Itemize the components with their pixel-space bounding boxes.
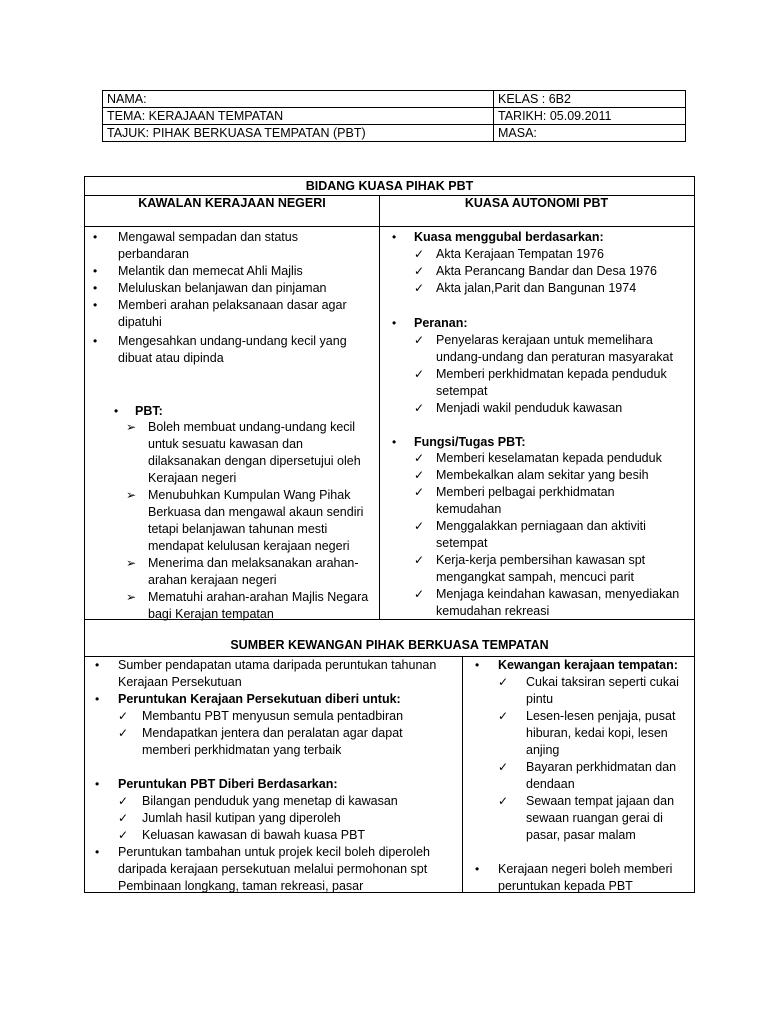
arrow-icon: ➢ — [126, 420, 137, 434]
checkmark-icon: ✓ — [414, 468, 425, 482]
list-item: mengangkat sampah, mencuci parit — [436, 570, 635, 584]
list-item: Melantik dan memecat Ahli Majlis — [118, 264, 303, 278]
list-item: untuk sesuatu kawasan dan — [148, 437, 303, 451]
list-item: Bilangan penduduk yang menetap di kawasan — [142, 794, 398, 808]
list-item: Boleh membuat undang-undang kecil — [148, 420, 356, 434]
checkmark-icon: ✓ — [414, 519, 425, 533]
list-item: undang-undang dan peraturan masyarakat — [436, 350, 673, 364]
list-item: Kerajaan negeri boleh memberi — [498, 862, 673, 876]
list-item: Membantu PBT menyusun semula pentadbiran — [142, 709, 404, 723]
bullet-icon: • — [93, 264, 98, 278]
checkmark-icon: ✓ — [414, 367, 425, 381]
list-item: mendapat kelulusan kerajaan negeri — [148, 539, 350, 553]
masa-field: MASA: — [494, 125, 686, 142]
list-item: pintu — [526, 692, 554, 706]
list-item: Akta Perancang Bandar dan Desa 1976 — [436, 264, 657, 278]
list-item: Menjadi wakil penduduk kawasan — [436, 401, 623, 415]
list-item: Memberi arahan pelaksanaan dasar agar — [118, 298, 347, 312]
list-item: Memberi keselamatan kepada penduduk — [436, 451, 662, 465]
list-item: setempat — [436, 536, 488, 550]
checkmark-icon: ✓ — [498, 760, 509, 774]
bullet-icon: • — [95, 692, 100, 706]
list-item: Memberi pelbagai perkhidmatan — [436, 485, 615, 499]
checkmark-icon: ✓ — [414, 587, 425, 601]
checkmark-icon: ✓ — [414, 553, 425, 567]
list-item: Mengawal sempadan dan status — [118, 230, 298, 244]
checkmark-icon: ✓ — [414, 247, 425, 261]
list-item: Memberi perkhidmatan kepada penduduk — [436, 367, 667, 381]
list-item: Akta Kerajaan Tempatan 1976 — [436, 247, 604, 261]
tarikh-field: TARIKH: 05.09.2011 — [494, 108, 686, 125]
list-item: Menerima dan melaksanakan arahan- — [148, 556, 359, 570]
list-item: dilaksanakan dengan dipersetujui oleh — [148, 454, 361, 468]
bullet-icon: • — [95, 845, 100, 859]
list-item: Lesen-lesen penjaja, pusat — [526, 709, 676, 723]
list-item: memberi perkhidmatan yang terbaik — [142, 743, 342, 757]
pbt-label: PBT: — [135, 404, 163, 418]
list-item: Kerja-kerja pembersihan kawasan spt — [436, 553, 646, 567]
list-item: Pembinaan longkang, taman rekreasi, pasar — [118, 879, 364, 893]
list-item: bagi Kerajan tempatan — [148, 607, 274, 621]
checkmark-icon: ✓ — [414, 281, 425, 295]
nama-field: NAMA: — [103, 91, 494, 108]
kelas-field: KELAS : 6B2 — [494, 91, 686, 108]
header-row — [103, 108, 686, 125]
header-row — [103, 91, 686, 108]
list-item: perbandaran — [118, 247, 189, 261]
list-item: Menggalakkan perniagaan dan aktiviti — [436, 519, 646, 533]
checkmark-icon: ✓ — [414, 451, 425, 465]
header-table — [102, 90, 686, 142]
list-item: Menjaga keindahan kawasan, menyediakan — [436, 587, 680, 601]
sumber-title: SUMBER KEWANGAN PIHAK BERKUASA TEMPATAN — [230, 638, 549, 652]
list-item: Meluluskan belanjawan dan pinjaman — [118, 281, 327, 295]
list-item: Mengesahkan undang-undang kecil yang — [118, 334, 347, 348]
list-item: pasar, pasar malam — [526, 828, 636, 842]
list-item: Kewangan kerajaan tempatan: — [498, 658, 678, 672]
list-item: dendaan — [526, 777, 575, 791]
list-item: dipatuhi — [118, 315, 162, 329]
col-right-heading: KUASA AUTONOMI PBT — [464, 196, 609, 210]
list-item: hiburan, kedai kopi, lesen — [526, 726, 668, 740]
tajuk-field: TAJUK: PIHAK BERKUASA TEMPATAN (PBT) — [103, 125, 494, 142]
bidang-title: BIDANG KUASA PIHAK PBT — [305, 179, 474, 193]
list-item: dibuat atau dipinda — [118, 351, 224, 365]
list-item: peruntukan kepada PBT — [498, 879, 633, 893]
bullet-icon: • — [93, 298, 98, 312]
list-item: Akta jalan,Parit dan Bangunan 1974 — [436, 281, 637, 295]
list-item: Bayaran perkhidmatan dan — [526, 760, 677, 774]
checkmark-icon: ✓ — [118, 794, 129, 808]
bullet-icon: • — [392, 435, 397, 449]
checkmark-icon: ✓ — [498, 709, 509, 723]
list-item: Jumlah hasil kutipan yang diperoleh — [142, 811, 341, 825]
bullet-icon: • — [392, 230, 397, 244]
kuasa-label: Kuasa menggubal berdasarkan: — [414, 230, 604, 244]
list-item: Cukai taksiran seperti cukai — [526, 675, 679, 689]
list-item: tetapi belanjawan tahunan mesti — [148, 522, 328, 536]
column-divider — [379, 195, 380, 619]
bullet-icon: • — [93, 230, 98, 244]
bullet-icon: • — [114, 404, 119, 418]
checkmark-icon: ✓ — [118, 709, 129, 723]
checkmark-icon: ✓ — [414, 485, 425, 499]
checkmark-icon: ✓ — [498, 675, 509, 689]
checkmark-icon: ✓ — [414, 333, 425, 347]
checkmark-icon: ✓ — [118, 726, 129, 740]
checkmark-icon: ✓ — [498, 794, 509, 808]
list-item: anjing — [526, 743, 560, 757]
arrow-icon: ➢ — [126, 556, 137, 570]
list-item: Mendapatkan jentera dan peralatan agar dapat — [142, 726, 403, 740]
list-item: kemudahan rekreasi — [436, 604, 550, 618]
list-item: arahan kerajaan negeri — [148, 573, 277, 587]
list-item: Keluasan kawasan di bawah kuasa PBT — [142, 828, 366, 842]
fungsi-label: Fungsi/Tugas PBT: — [414, 435, 526, 449]
bullet-icon: • — [93, 334, 98, 348]
header-row — [103, 125, 686, 142]
bullet-icon: • — [392, 316, 397, 330]
bullet-icon: • — [95, 777, 100, 791]
tema-field: TEMA: KERAJAAN TEMPATAN — [103, 108, 494, 125]
peranan-label: Peranan: — [414, 316, 468, 330]
list-item: Membekalkan alam sekitar yang besih — [436, 468, 649, 482]
list-item: Peruntukan tambahan untuk projek kecil boleh diperoleh — [118, 845, 431, 859]
list-item: Kerajaan Persekutuan — [118, 675, 242, 689]
column-divider — [462, 656, 463, 892]
list-item: Peruntukan Kerajaan Persekutuan diberi untuk: — [118, 692, 401, 706]
list-item: Sewaan tempat jajaan dan — [526, 794, 675, 808]
row-divider — [85, 226, 694, 227]
list-item: daripada kerajaan persekutuan melalui permohonan spt — [118, 862, 428, 876]
checkmark-icon: ✓ — [118, 811, 129, 825]
bullet-icon: • — [95, 658, 100, 672]
arrow-icon: ➢ — [126, 590, 137, 604]
list-item: Penyelaras kerajaan untuk memelihara — [436, 333, 653, 347]
main-table — [84, 176, 695, 893]
list-item: setempat — [436, 384, 488, 398]
checkmark-icon: ✓ — [118, 828, 129, 842]
checkmark-icon: ✓ — [414, 264, 425, 278]
list-item: sewaan ruangan gerai di — [526, 811, 663, 825]
list-item: Mematuhi arahan-arahan Majlis Negara — [148, 590, 369, 604]
bullet-icon: • — [93, 281, 98, 295]
list-item: Menubuhkan Kumpulan Wang Pihak — [148, 488, 351, 502]
list-item: Berkuasa dan mengawal akaun sendiri — [148, 505, 364, 519]
arrow-icon: ➢ — [126, 488, 137, 502]
list-item: kemudahan — [436, 502, 502, 516]
bullet-icon: • — [475, 658, 480, 672]
col-left-heading: KAWALAN KERAJAAN NEGERI — [138, 196, 326, 210]
bullet-icon: • — [475, 862, 480, 876]
list-item: Sumber pendapatan utama daripada peruntukan tahunan — [118, 658, 437, 672]
list-item: Peruntukan PBT Diberi Berdasarkan: — [118, 777, 338, 791]
list-item: Kerajaan negeri — [148, 471, 237, 485]
checkmark-icon: ✓ — [414, 401, 425, 415]
